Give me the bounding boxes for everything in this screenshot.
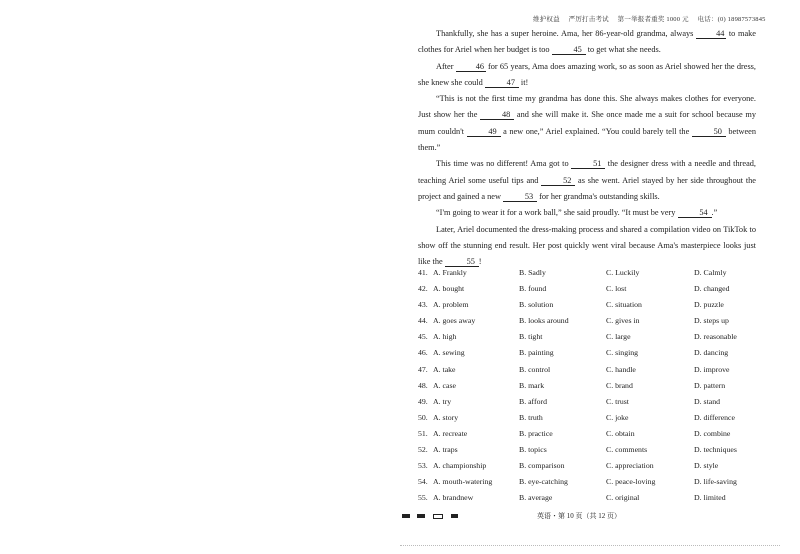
- answer-blank: 55: [445, 257, 479, 267]
- option-row: [418, 268, 778, 284]
- question-number: 54.: [418, 477, 428, 487]
- option-d: D. Calmly: [694, 268, 727, 277]
- option-a: A. story: [433, 412, 459, 422]
- option-c: C. singing: [606, 348, 639, 358]
- answer-blank: 47: [485, 78, 519, 88]
- option-row: [418, 300, 778, 316]
- header-item: 电话：(0) 18987573845: [697, 16, 766, 23]
- text: !: [478, 257, 482, 267]
- option-d: D. techniques: [694, 445, 737, 455]
- option-d: D. combine: [694, 428, 731, 438]
- option-a: A. championship: [433, 461, 487, 471]
- option-a: A. traps: [433, 445, 458, 455]
- text: between them.”: [418, 126, 757, 153]
- header-item: 第一举报者重奖 1000 元: [617, 16, 689, 23]
- question-number: 55.: [418, 493, 428, 503]
- question-number: 49.: [418, 396, 428, 406]
- page-header: [533, 14, 788, 23]
- option-b: B. comparison: [519, 461, 565, 471]
- question-number: 52.: [418, 445, 428, 455]
- option-b: B. average: [519, 493, 553, 503]
- question-number: 48.: [418, 380, 428, 390]
- option-d: D. improve: [694, 364, 730, 374]
- option-c: C. brand: [606, 380, 633, 390]
- page-number: 英语・第 10 页（共 12 页）: [537, 512, 621, 520]
- text: After: [436, 61, 456, 71]
- option-b: B. eye-catching: [519, 477, 568, 487]
- option-b: B. practice: [519, 428, 553, 438]
- question-number: 43.: [418, 300, 428, 310]
- question-number: 41.: [418, 268, 428, 277]
- option-row: [418, 445, 778, 461]
- option-row: [418, 493, 778, 509]
- text: for 65 years, Ama does amazing work, so as soon as Ariel showed her the dress, she knew she could: [418, 61, 756, 87]
- option-b: B. solution: [519, 300, 554, 310]
- option-a: A. take: [433, 364, 456, 374]
- question-number: 46.: [418, 348, 428, 358]
- answer-blank: 45: [552, 45, 586, 55]
- option-a: A. sewing: [433, 348, 465, 358]
- option-b: B. mark: [519, 380, 545, 390]
- option-row: [418, 348, 778, 364]
- option-d: D. limited: [694, 493, 726, 503]
- option-a: A. recreate: [433, 428, 468, 438]
- paragraph: [418, 205, 756, 221]
- footer-mark: [451, 514, 458, 518]
- option-c: C. large: [606, 332, 631, 342]
- option-d: D. life-saving: [694, 477, 737, 487]
- option-c: C. peace-loving: [606, 477, 656, 487]
- text: a new one,” Ariel explained. “You could barely tell the: [500, 126, 692, 136]
- question-number: 44.: [418, 316, 428, 326]
- option-c: C. appreciation: [606, 461, 654, 471]
- option-b: B. painting: [519, 348, 554, 358]
- option-c: C. comments: [606, 445, 648, 455]
- option-row: [418, 381, 778, 397]
- option-d: D. changed: [694, 284, 730, 294]
- option-a: A. try: [433, 396, 452, 406]
- option-a: A. Frankly: [433, 268, 467, 277]
- answer-blank: 51: [571, 159, 605, 169]
- bottom-divider: [400, 545, 780, 546]
- option-c: C. situation: [606, 300, 642, 310]
- option-c: C. joke: [606, 412, 629, 422]
- option-c: C. Luckily: [606, 268, 640, 277]
- option-b: B. looks around: [519, 316, 569, 326]
- text: to make clothes for Ariel when her budget is too: [418, 29, 756, 55]
- text: “This is not the first time my grandma has done this. She always makes clothes for everyone. Just show her the: [418, 94, 756, 120]
- option-row: [418, 316, 778, 332]
- footer-mark: [433, 514, 443, 519]
- question-number: 42.: [418, 284, 428, 294]
- answer-blank: 46: [456, 62, 486, 72]
- option-d: D. stand: [694, 396, 720, 406]
- option-d: D. style: [694, 461, 719, 471]
- text: to get what she needs.: [585, 45, 661, 55]
- answer-blank: 54: [678, 208, 712, 218]
- text: the designer dress with a needle and thread, teaching Ariel some useful tips and: [418, 159, 756, 185]
- option-c: C. lost: [606, 284, 627, 294]
- answer-options: [418, 268, 778, 509]
- answer-blank: 52: [541, 176, 575, 186]
- paragraph: [418, 222, 756, 271]
- option-a: A. goes away: [433, 316, 476, 326]
- option-b: B. control: [519, 364, 551, 374]
- option-d: D. reasonable: [694, 332, 737, 342]
- option-a: A. high: [433, 332, 457, 342]
- option-c: C. original: [606, 493, 640, 503]
- paragraph: [418, 59, 756, 92]
- text: for her grandma's outstanding skills.: [537, 191, 660, 201]
- answer-blank: 44: [696, 29, 726, 39]
- option-c: C. handle: [606, 364, 636, 374]
- option-row: [418, 332, 778, 348]
- option-row: [418, 461, 778, 477]
- option-c: C. obtain: [606, 428, 635, 438]
- cloze-passage: [418, 26, 756, 270]
- option-row: [418, 284, 778, 300]
- text: Later, Ariel documented the dress-making process and shared a compilation video on TikTok to show off the stunning end result. Her post quickly went viral because Ama's masterpiece looks just like the: [418, 224, 756, 267]
- option-d: D. pattern: [694, 380, 726, 390]
- question-number: 47.: [418, 364, 428, 374]
- option-d: D. puzzle: [694, 300, 724, 310]
- footer-mark: [402, 514, 410, 518]
- paragraph: [418, 91, 756, 156]
- answer-blank: 49: [467, 127, 501, 137]
- option-b: B. topics: [519, 445, 547, 455]
- text: it!: [518, 77, 529, 87]
- question-number: 51.: [418, 428, 428, 438]
- answer-blank: 48: [480, 110, 514, 120]
- paragraph: [418, 26, 756, 59]
- page-footer: [400, 511, 780, 523]
- text: and she will make it. She once made me a suit for school because my mum couldn't: [418, 110, 756, 136]
- option-row: [418, 477, 778, 493]
- option-row: [418, 397, 778, 413]
- option-b: B. found: [519, 284, 547, 294]
- option-a: A. bought: [433, 284, 465, 294]
- header-item: 严厉打击考试: [568, 16, 609, 23]
- option-a: A. problem: [433, 300, 469, 310]
- text: “I'm going to wear it for a work ball,” she said proudly. “It must be very: [436, 208, 678, 218]
- answer-blank: 53: [503, 192, 537, 202]
- text: as she went. Ariel stayed by her side throughout the project and gained a new: [418, 175, 756, 201]
- question-number: 45.: [418, 332, 428, 342]
- option-d: D. dancing: [694, 348, 729, 358]
- option-row: [418, 429, 778, 445]
- option-b: B. afford: [519, 396, 548, 406]
- option-d: D. difference: [694, 412, 735, 422]
- question-number: 53.: [418, 461, 428, 471]
- header-item: 维护权益: [533, 16, 560, 23]
- option-c: C. trust: [606, 396, 629, 406]
- option-row: [418, 413, 778, 429]
- text: .”: [711, 208, 718, 218]
- option-a: A. case: [433, 380, 456, 390]
- option-b: B. truth: [519, 412, 543, 422]
- option-c: C. gives in: [606, 316, 640, 326]
- option-a: A. mouth-watering: [433, 477, 493, 487]
- option-d: D. steps up: [694, 316, 729, 326]
- paragraph: [418, 156, 756, 205]
- option-a: A. brandnew: [433, 493, 474, 503]
- text: This time was no different! Ama got to: [436, 159, 572, 169]
- option-row: [418, 365, 778, 381]
- footer-mark: [417, 514, 425, 518]
- text: Thankfully, she has a super heroine. Ama, her 86-year-old grandma, always: [436, 29, 697, 38]
- question-number: 50.: [418, 412, 428, 422]
- option-b: B. Sadly: [519, 268, 546, 277]
- answer-blank: 50: [692, 127, 726, 137]
- option-b: B. tight: [519, 332, 543, 342]
